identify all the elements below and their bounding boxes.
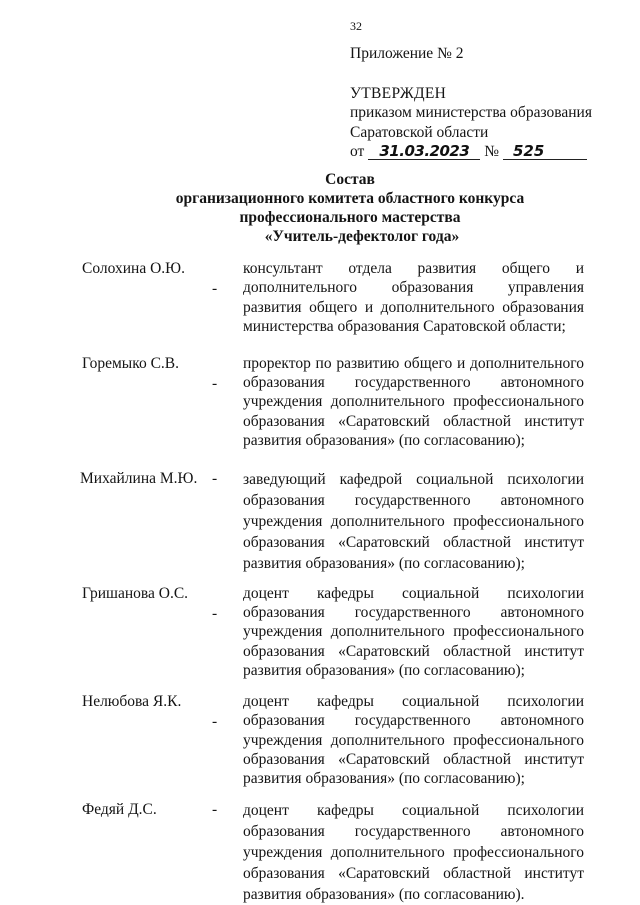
document-title — [160, 170, 540, 246]
handwritten-date: 31.03.2023 — [368, 143, 480, 160]
committee-member — [72, 800, 584, 905]
from-label: от — [350, 143, 365, 160]
order-line-2: Саратовской области — [350, 123, 489, 141]
committee-members-list — [72, 259, 584, 905]
member-dash: - — [212, 712, 218, 730]
member-name: Солохина О.Ю. — [82, 260, 185, 277]
member-description: доцент кафедры социальной психологии образования государственного автономного учреждения дополнительного профессионального образования «Саратовский областной институт развития образования» (по согласованию). — [243, 801, 584, 903]
title-line-3: профессионального мастерства — [239, 209, 461, 226]
member-name: Гришанова О.С. — [82, 584, 189, 602]
title-line-2: организационного комитета областного конкурса — [175, 190, 525, 207]
appendix-label: Приложение № 2 — [350, 45, 464, 62]
member-name: Горемыко С.В. — [82, 354, 179, 372]
committee-member — [72, 584, 584, 681]
handwritten-number: 525 — [503, 143, 587, 160]
member-dash: - — [212, 800, 218, 818]
page-number: 32 — [350, 19, 362, 33]
member-description: заведующий кафедрой социальной психологии образования государственного автономного учреждения дополнительного профессионального образования «Саратовский областной институт развития образования» (по согласованию); — [243, 470, 584, 572]
order-date-line — [350, 142, 592, 162]
member-description: доцент кафедры социальной психологии образования государственного автономного учреждения дополнительного профессионального образования «Саратовский областной институт развития образования» (по согласованию); — [243, 584, 584, 680]
approval-block — [350, 44, 592, 162]
member-dash: - — [212, 280, 218, 297]
committee-member — [72, 469, 584, 574]
member-dash: - — [212, 604, 218, 622]
member-description: проректор по развитию общего и дополнительного образования государственного автономного учреждения дополнительного профессионального образования «Саратовский областной институт развития образования» (по согласованию); — [243, 354, 584, 450]
number-label: № — [484, 143, 499, 160]
member-dash: - — [212, 469, 218, 487]
approved-stamp: УТВЕРЖДЕН — [350, 84, 447, 102]
member-dash: - — [212, 374, 218, 392]
committee-member — [72, 354, 584, 451]
member-name: Нелюбова Я.К. — [82, 692, 182, 710]
order-line-1: приказом министерства образования — [350, 104, 592, 121]
title-line-4: «Учитель-дефектолог года» — [264, 228, 460, 245]
committee-member — [72, 259, 584, 337]
member-name: Федяй Д.С. — [82, 800, 157, 818]
member-name: Михайлина М.Ю. — [80, 469, 198, 487]
title-line-1: Состав — [325, 171, 375, 188]
member-description: доцент кафедры социальной психологии образования государственного автономного учреждения дополнительного профессионального образования «Саратовский областной институт развития образования» (по согласованию); — [243, 692, 584, 788]
committee-member — [72, 692, 584, 789]
member-description: консультант отдела развития общего и дополнительного образования управления развития общего и дополнительного образования министерства образования Саратовской области; — [243, 260, 584, 336]
